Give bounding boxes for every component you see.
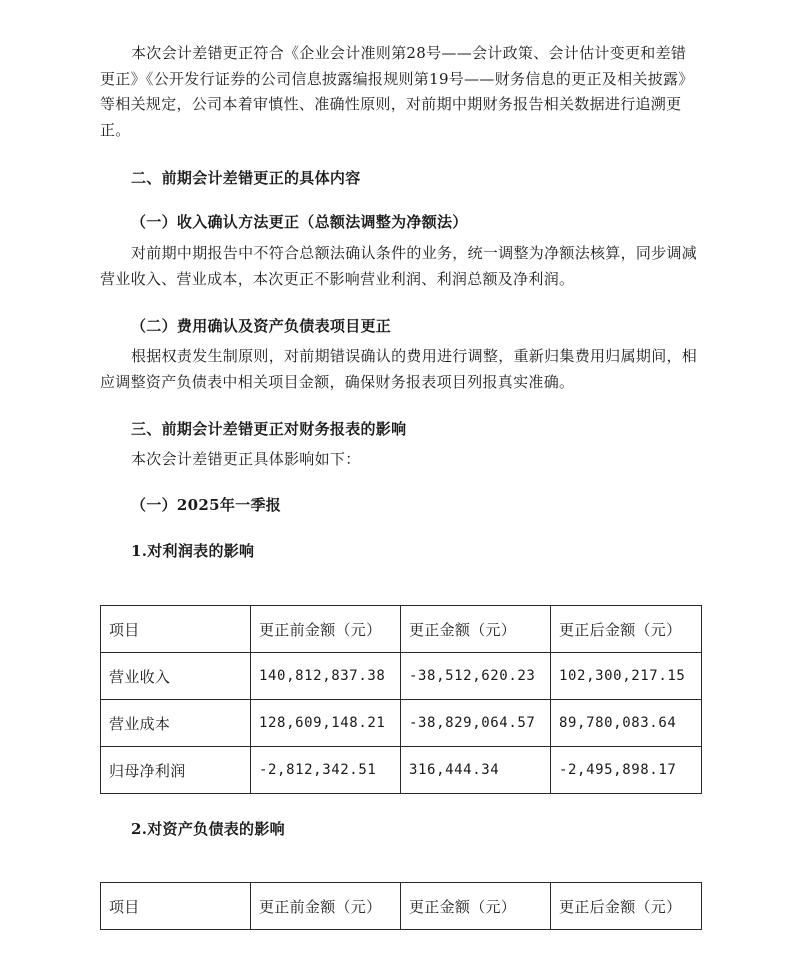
section-2-item-2-paragraph: 根据权责发生制原则，对前期错误确认的费用进行调整，重新归集费用归属期间，相应调整资产负债表中相关项目金额，确保财务报表项目列报真实准确。 bbox=[100, 347, 698, 391]
balance-sheet-heading: 2.对资产负债表的影响 bbox=[131, 820, 285, 838]
row-label-cell: 归母净利润 bbox=[101, 747, 251, 794]
value-cell: -2,495,898.17 bbox=[551, 747, 702, 794]
section-3-heading: 三、前期会计差错更正对财务报表的影响 bbox=[131, 420, 407, 438]
section-2-item-2-heading: （二）费用确认及资产负债表项目更正 bbox=[131, 317, 392, 335]
row-label-cell: 营业成本 bbox=[101, 700, 251, 747]
table-header-row bbox=[101, 606, 702, 653]
header-cell: 项目 bbox=[101, 883, 251, 930]
value-cell: 102,300,217.15 bbox=[551, 653, 702, 700]
value-cell: -38,512,620.23 bbox=[401, 653, 551, 700]
section-2-heading: 二、前期会计差错更正的具体内容 bbox=[131, 169, 361, 187]
header-cell: 更正后金额（元） bbox=[551, 606, 702, 653]
table-row bbox=[101, 747, 702, 794]
value-cell: 89,780,083.64 bbox=[551, 700, 702, 747]
income-statement-heading: 1.对利润表的影响 bbox=[131, 542, 255, 560]
value-cell: 128,609,148.21 bbox=[251, 700, 401, 747]
section-2-item-1-paragraph: 对前期中期报告中不符合总额法确认条件的业务，统一调整为净额法核算，同步调减营业收入、营业成本，本次更正不影响营业利润、利润总额及净利润。 bbox=[100, 244, 698, 288]
table-row bbox=[101, 700, 702, 747]
intro-paragraph: 本次会计差错更正符合《企业会计准则第28号——会计政策、会计估计变更和差错更正》《公开发行证券的公司信息披露编报规则第19号——财务信息的更正及相关披露》等相关规定，公司本着审慎性、准确性原则，对前期中期财务报告相关数据进行追溯更正。 bbox=[100, 44, 694, 139]
header-cell: 项目 bbox=[101, 606, 251, 653]
section-2-item-1-heading: （一）收入确认方法更正（总额法调整为净额法） bbox=[131, 213, 468, 231]
value-cell: 140,812,837.38 bbox=[251, 653, 401, 700]
header-cell: 更正金额（元） bbox=[401, 606, 551, 653]
header-cell: 更正金额（元） bbox=[401, 883, 551, 930]
header-cell: 更正后金额（元） bbox=[551, 883, 702, 930]
header-cell: 更正前金额（元） bbox=[251, 883, 401, 930]
header-cell: 更正前金额（元） bbox=[251, 606, 401, 653]
row-label-cell: 营业收入 bbox=[101, 653, 251, 700]
section-3-intro: 本次会计差错更正具体影响如下： bbox=[131, 450, 361, 468]
value-cell: -2,812,342.51 bbox=[251, 747, 401, 794]
value-cell: 316,444.34 bbox=[401, 747, 551, 794]
value-cell: -38,829,064.57 bbox=[401, 700, 551, 747]
balance-sheet-table bbox=[100, 882, 702, 930]
table-row bbox=[101, 653, 702, 700]
table-header-row bbox=[101, 883, 702, 930]
income-statement-table bbox=[100, 605, 702, 794]
quarter-heading: （一）2025年一季报 bbox=[131, 496, 282, 514]
